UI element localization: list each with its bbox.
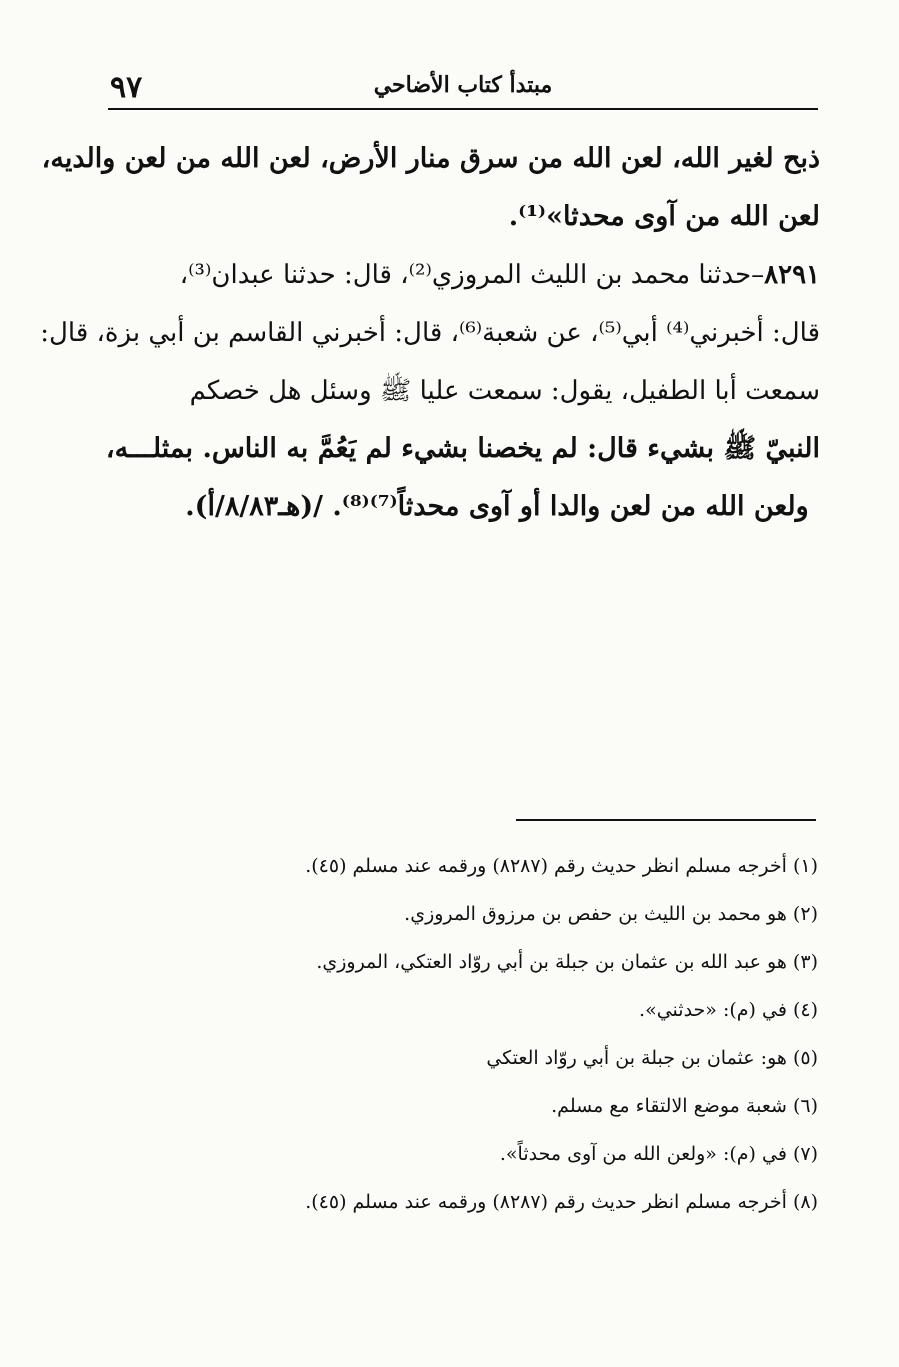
footnote-separator [516,819,816,821]
footnote-5: (٥) هو: عثمان بن جبلة بن أبي روّاد العتكي [486,1047,818,1069]
text-line-4: قال: أخبرني⁽⁴⁾ أبي⁽⁵⁾، عن شعبة⁽⁶⁾، قال: أخبرني القاسم بن أبي بزة، قال: [40,318,820,348]
footnote-3: (٣) هو عبد الله بن عثمان بن جبلة بن أبي روّاد العتكي، المروزي. [316,951,818,973]
main-text [40,130,820,536]
footnote-2: (٢) هو محمد بن الليث بن حفص بن مرزوق المروزي. [404,903,818,925]
text-line-7: ولعن الله من لعن والدا أو آوى محدثاً⁽⁷⁾⁽⁸⁾. /(هـ٨/٨٣/أ). [185,491,809,522]
text-line-6: النبيّ ﷺ بشيء قال: لم يخصنا بشيء لم يَعُمَّ به الناس. بمثلـــه، [105,433,820,464]
text-line-1: ذبح لغير الله، لعن الله من سرق منار الأرض، لعن الله من لعن والديه، [41,143,820,174]
text-line-2: لعن الله من آوى محدثا»⁽¹⁾. [508,201,820,232]
hadith-line-3 [104,246,820,304]
page-number: ٩٧ [110,70,143,105]
text-line-5: سمعت أبا الطفيل، يقول: سمعت عليا ﷺ وسئل هل خصكم [189,376,820,406]
footnote-4: (٤) في (م): «حدثني». [639,999,818,1021]
header-rule [108,108,818,110]
hadith-number: ٨٢٩١ [764,260,820,290]
footnote-8: (٨) أخرجه مسلم انظر حديث رقم (٨٢٨٧) ورقمه عند مسلم (٤٥). [305,1191,818,1213]
footnote-7: (٧) في (م): «ولعن الله من آوى محدثاً». [499,1143,818,1165]
footnote-1: (١) أخرجه مسلم انظر حديث رقم (٨٢٨٧) ورقمه عند مسلم (٤٥). [305,855,818,877]
text-line-3: –حدثنا محمد بن الليث المروزي⁽²⁾، قال: حدثنا عبدان⁽³⁾، [179,260,765,290]
footnotes [220,842,818,1226]
page-header [108,66,818,106]
footnote-6: (٦) شعبة موضع الالتقاء مع مسلم. [551,1095,818,1117]
running-title: مبتدأ كتاب الأضاحي [373,72,553,98]
